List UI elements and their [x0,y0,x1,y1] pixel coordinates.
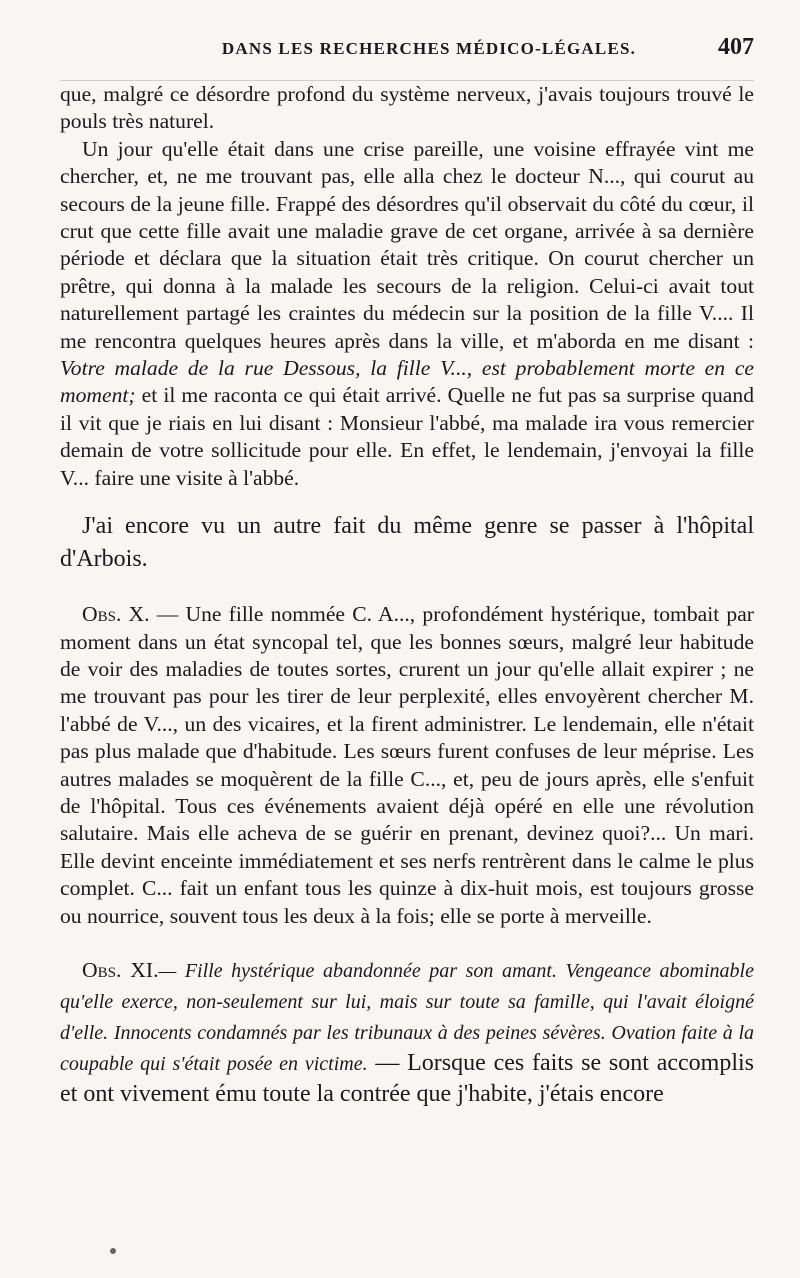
observation-xi [60,955,754,1109]
body-text [60,81,754,1109]
paragraph-text: Un jour qu'elle était dans une crise pareille, une voisine effrayée vint me chercher, et, ne me trouvant pas, elle alla chez le docteur N..., qui courut au secours de la jeune fille. Frappé des désordres qu'il observait du côté du cœur, il crut que cette fille avait une maladie grave de cet organe, arrivée à sa dernière période et déclara que la situation était très critique. On courut chercher un prêtre, qui donna à la malade les secours de la religion. Celui-ci avait tout naturellement partagé les craintes du médecin sur la position de la fille V.... Il me rencontra quelques heures après dans la ville, et m'aborda en me disant : [60,136,754,353]
paragraph-text: J'ai encore vu un autre fait du même genre se passer à l'hôpital d'Arbois. [60,513,754,573]
running-title: DANS LES RECHERCHES MÉDICO-LÉGALES. [221,39,637,58]
paragraph-priest-story [60,136,754,492]
observation-summary: — Fille hystérique abandonnée par son amant. Vengeance abominable qu'elle exerce, non-seulement sur lui, mais sur toute sa famille, qui l'avait éloigné d'elle. Innocents condamnés par les tribunaux à des peines sévères. Ovation faite à la coupable qui s'était posée en victime. [60,959,754,1075]
italic-quote: Votre malade de la rue Dessous, la fille V..., est probablement morte en ce moment; [60,356,754,408]
observation-text: — Lorsque ces faits se sont accomplis et ont vivement ému toute la contrée que j'habite, j'étais encore [60,1049,754,1107]
paragraph-arbois [60,510,754,576]
print-speck [110,1248,116,1254]
running-header [60,34,754,81]
observation-text: — Une fille nommée C. A..., profondément hystérique, tombait par moment dans un état syncopal tel, que les bonnes sœurs, malgré leur habitude de voir des maladies de toutes sortes, crurent un jour qu'elle allait expirer ; ne me trouvant pas pour les tirer de leur perplexité, elles envoyèrent chercher M. l'abbé de V..., un des vicaires, et la firent administrer. Le lendemain, elle n'était pas plus malade que d'habitude. Les sœurs furent confuses de leur méprise. Les autres malades se moquèrent de la fille C..., et, peu de jours après, elle s'enfuit de l'hôpital. Tous ces événements avaient déjà opéré en elle une révolution salutaire. Mais elle acheva de se guérir en prenant, devinez quoi?... Un mari. Elle devint enceinte immédiatement et ses nerfs rentrèrent dans le calme le plus complet. C... fait un enfant tous les quinze à dix-huit mois, est toujours grosse ou nourrice, souvent tous les deux à la fois; elle se porte à merveille. [60,602,754,928]
paragraph-text: que, malgré ce désordre profond du système nerveux, j'avais toujours trouvé le pouls très naturel. [60,82,754,134]
observation-label: Obs. X. [82,602,150,627]
observation-label: Obs. XI. [82,957,159,982]
paragraph-text: et il me raconta ce qui était arrivé. Quelle ne fut pas sa surprise quand il vit que je riais en lui disant : Monsieur l'abbé, ma malade ira vous remercier demain de votre sollicitude pour elle. En effet, le lendemain, j'envoyai la fille V... faire une visite à l'abbé. [60,383,754,490]
page-number: 407 [718,34,754,60]
paragraph-continuation [60,81,754,136]
observation-x [60,601,754,930]
